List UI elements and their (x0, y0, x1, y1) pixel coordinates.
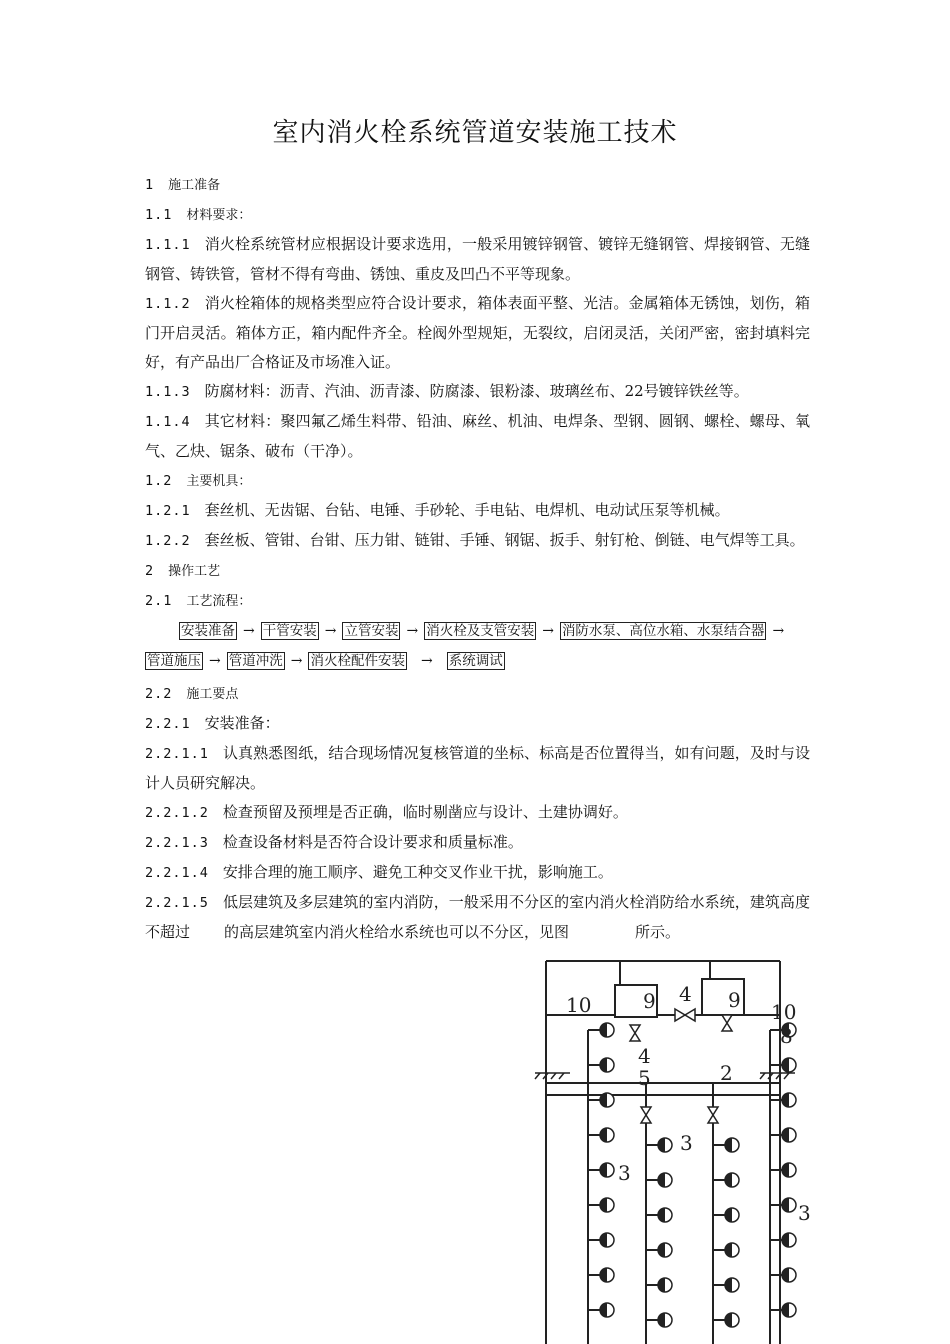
section-group-2 (145, 679, 810, 888)
paragraph (145, 496, 810, 526)
section-number: 1.1.2 (145, 296, 191, 312)
section-heading (145, 679, 810, 709)
heading-text: 施工准备 (168, 178, 221, 193)
section-heading (145, 586, 810, 616)
section-number: 1.1.1 (145, 237, 191, 253)
flow-row-2 (145, 646, 810, 676)
section-number: 2 (145, 563, 155, 579)
paragraph (145, 858, 810, 888)
fire-hydrant-system-diagram (330, 955, 920, 1344)
flow-step-1: 安装准备 (181, 623, 235, 639)
paragraph (145, 828, 810, 858)
document-title: 室内消火栓系统管道安装施工技术 (272, 118, 678, 148)
section-number: 2.2.1.1 (145, 746, 209, 762)
section-group-1 (145, 170, 810, 616)
paragraph-text: 防腐材料：沥青、汽油、沥青漆、防腐漆、银粉漆、玻璃丝布、22号镀锌铁丝等。 (204, 382, 749, 400)
paragraph (145, 289, 810, 377)
section-number: 1 (145, 177, 155, 193)
section-heading (145, 466, 810, 496)
paragraph-text: 检查预留及预埋是否正确，临时剔凿应与设计、土建协调好。 (222, 803, 628, 821)
diagram-label: 4 (638, 1044, 651, 1068)
paragraph-text: 认真熟悉图纸，结合现场情况复核管道的坐标、标高是否位置得当，如有问题，及时与设计人员研究解决。 (145, 744, 810, 792)
section-number: 1.2.2 (145, 533, 191, 549)
flow-step-4: 消火栓及支管安装 (426, 623, 535, 639)
paragraph (145, 377, 810, 407)
flow-step-2: 干管安装 (262, 623, 317, 639)
paragraph-text: 消火栓系统管材应根据设计要求选用，一般采用镀锌钢管、镀锌无缝钢管、焊接钢管、无缝钢管、铸铁管，管材不得有弯曲、锈蚀、重皮及凹凸不平等现象。 (145, 235, 810, 283)
flow-row-1 (145, 616, 810, 646)
heading-text: 工艺流程： (186, 594, 252, 609)
section-number: 2.1 (145, 593, 173, 609)
paragraph-text: 消火栓箱体的规格类型应符合设计要求，箱体表面平整、光洁。金属箱体无锈蚀，划伤，箱门开启灵活。箱体方正，箱内配件齐全。栓阀外型规矩，无裂纹，启闭灵活，关闭严密，密封填料完好，有产品出厂合格证及市场准入证。 (145, 294, 810, 371)
paragraph-text: 检查设备材料是否符合设计要求和质量标准。 (222, 833, 523, 851)
flow-step-9: 系统调试 (448, 653, 503, 669)
diagram-label: 10 (771, 1000, 797, 1024)
section-number: 1.2 (145, 473, 173, 489)
flow-arrow: → (243, 623, 255, 639)
diagram-label: 5 (638, 1066, 651, 1090)
paragraph-text: 安装准备： (204, 714, 280, 732)
paragraph-text: 套丝板、管钳、台钳、压力钳、链钳、手锤、钢锯、扳手、射钉枪、倒链、电气焊等工具。 (204, 531, 805, 549)
document-body (145, 170, 810, 947)
diagram-label: 9 (643, 989, 656, 1013)
section-number: 2.2 (145, 686, 173, 702)
section-number: 2.2.1 (145, 716, 191, 732)
flow-arrow: → (290, 653, 303, 669)
flow-step-8: 消火栓配件安装 (310, 653, 405, 669)
ground-hatch (535, 1073, 795, 1079)
diagram-label: 8 (780, 1024, 793, 1048)
paragraph-text: 安排合理的施工顺序、避免工种交叉作业干扰，影响施工。 (222, 863, 613, 881)
section-number: 1.1.4 (145, 414, 191, 430)
flow-arrow: → (542, 623, 554, 639)
flow-step-3: 立管安装 (344, 623, 399, 639)
diagram-label: 3 (798, 1201, 811, 1225)
flow-arrow: → (324, 623, 337, 639)
section-number: 1.1.3 (145, 384, 191, 400)
section-heading (145, 556, 810, 586)
diagram-label: 3 (618, 1161, 631, 1185)
paragraph-2-2-1-5: 2.2.1.5 低层建筑及多层建筑的室内消防，一般采用不分区的室内消火栓消防给水系统，建筑高度不超过 的高层建筑室内消火栓给水系统也可以不分区，见图 所示。 (145, 893, 810, 941)
diagram-label: 2 (720, 1061, 733, 1085)
flow-step-5: 消防水泵、高位水箱、水泵结合器 (561, 623, 765, 639)
diagram-label: 10 (566, 993, 592, 1017)
heading-text: 主要机具： (186, 474, 252, 489)
heading-text: 材料要求： (186, 208, 252, 223)
section-number: 2.2.1.2 (145, 805, 209, 821)
flow-step-6: 管道施压 (147, 653, 201, 669)
diagram-label: 4 (679, 982, 692, 1006)
flow-arrow: → (209, 653, 221, 669)
paragraph-text: 套丝机、无齿锯、台钻、电锤、手砂轮、手电钻、电焊机、电动试压泵等机械。 (204, 501, 730, 519)
paragraph (145, 407, 810, 466)
diagram-label: 3 (680, 1131, 693, 1155)
heading-text: 操作工艺 (168, 564, 221, 579)
section-number: 2.2.1.4 (145, 865, 209, 881)
process-flow (145, 616, 810, 676)
paragraph (145, 798, 810, 828)
heading-text: 施工要点 (186, 687, 239, 702)
section-number: 1.1 (145, 207, 173, 223)
flow-arrow: → (420, 653, 433, 669)
flow-step-7: 管道冲洗 (228, 653, 283, 669)
flow-arrow: → (406, 623, 419, 639)
section-number: 1.2.1 (145, 503, 191, 519)
paragraph (145, 526, 810, 556)
section-number: 2.2.1.3 (145, 835, 209, 851)
paragraph-text: 其它材料：聚四氟乙烯生料带、铅油、麻丝、机油、电焊条、型钢、圆钢、螺栓、螺母、氧气、乙炔、锯条、破布（干净）。 (145, 412, 810, 460)
section-number: 2.2.1.5 (145, 895, 209, 911)
flow-arrow: → (772, 623, 785, 639)
section-heading (145, 200, 810, 230)
paragraph (145, 230, 810, 289)
paragraph (145, 709, 810, 739)
diagram-label: 9 (728, 988, 741, 1012)
paragraph (145, 739, 810, 798)
section-heading (145, 170, 810, 200)
